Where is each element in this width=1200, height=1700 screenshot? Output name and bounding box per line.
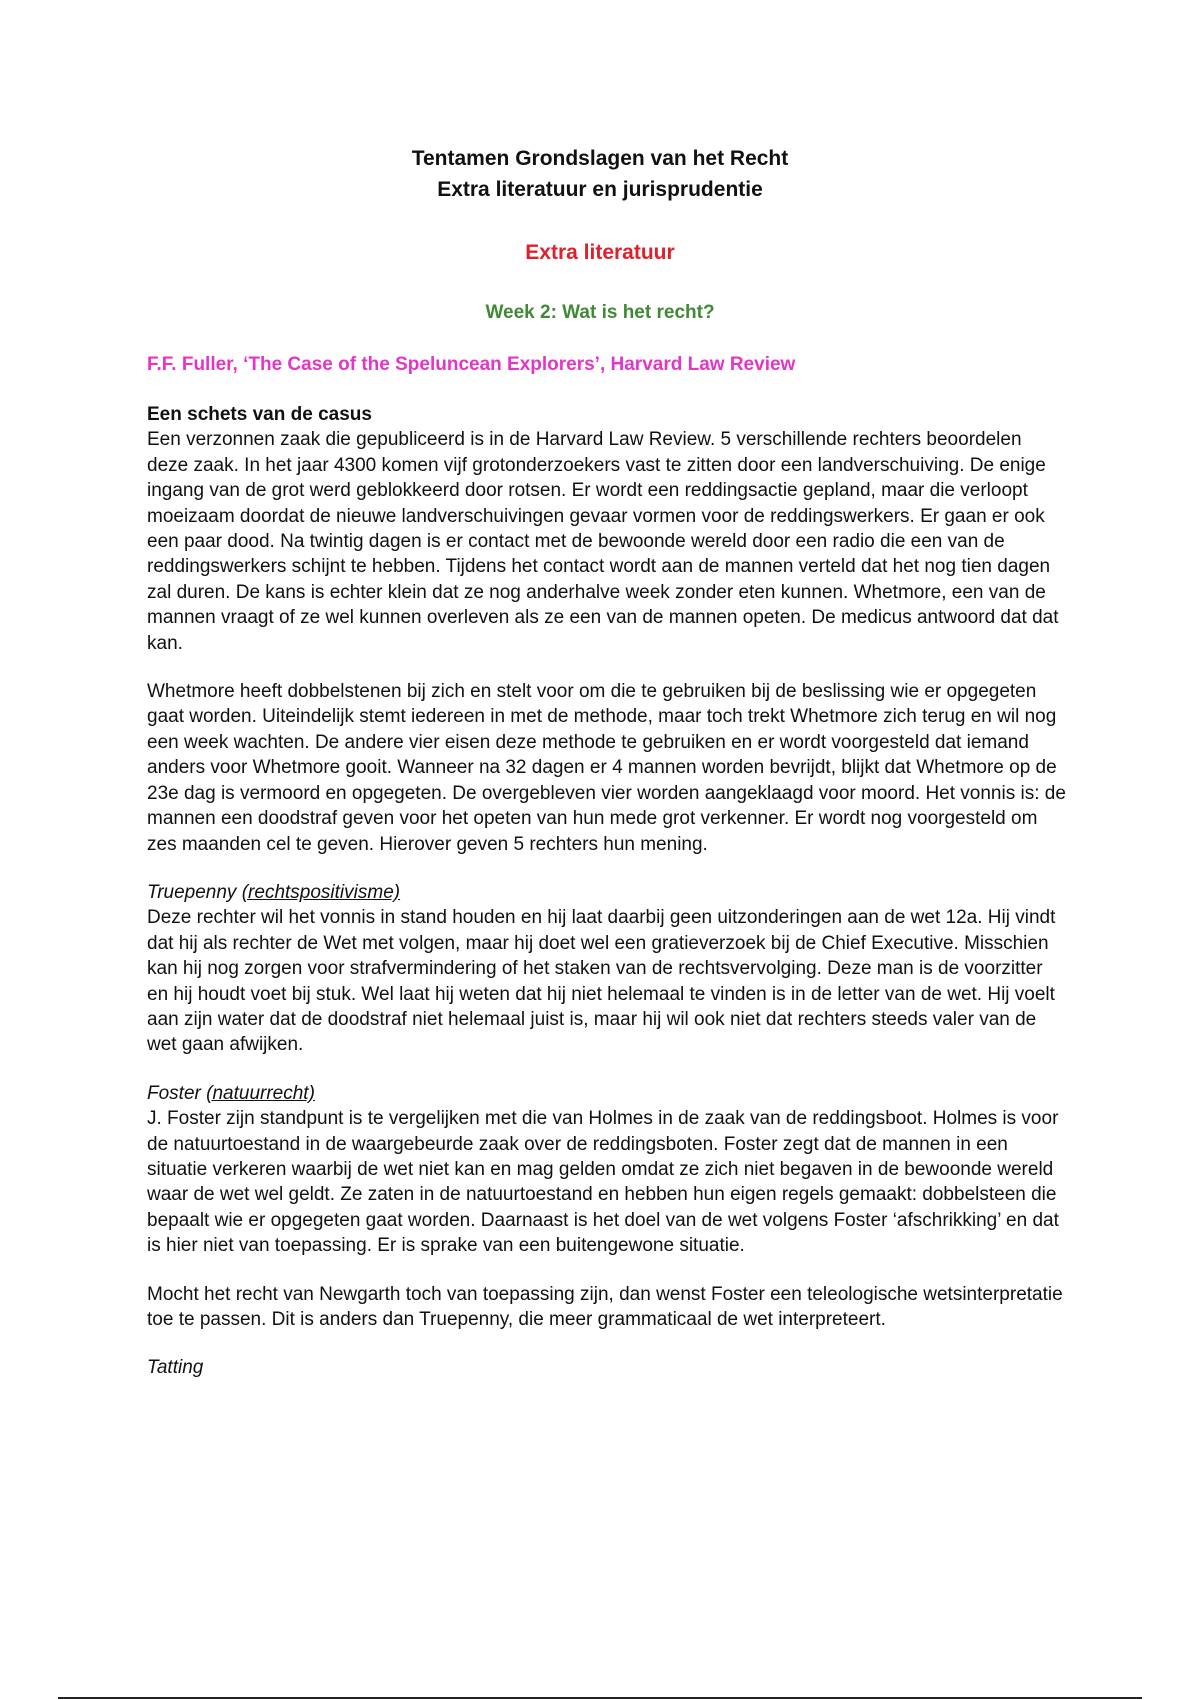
- truepenny-paragraph: Deze rechter wil het vonnis in stand houden en hij laat daarbij geen uitzonderingen aan de wet 12a. Hij vindt dat hij als rechter de Wet met volgen, maar hij doet wel een gratieverzoek bij de Chief Executive. Misschien kan hij nog zorgen voor strafvermindering of het staken van de rechtsvervolging. Deze man is de voorzitter en hij houdt voet bij stuk. Wel laat hij weten dat hij niet helemaal te vinden is in de letter van de wet. Hij voelt aan zijn water dat de doodstraf niet helemaal juist is, maar hij wil ook niet dat rechters steeds valer van de wet gaan afwijken.: [147, 907, 1056, 1056]
- document-subtitle: Extra literatuur en jurisprudentie: [437, 178, 763, 201]
- footer-divider: [58, 1697, 1142, 1699]
- foster-heading: [147, 1081, 1067, 1106]
- document-body: [147, 402, 1067, 1404]
- section-heading: Extra literatuur: [525, 241, 675, 264]
- truepenny-name: Truepenny: [147, 881, 237, 903]
- document-title: Tentamen Grondslagen van het Recht: [411, 147, 789, 170]
- foster-paragraph-1: J. Foster zijn standpunt is te vergelijken met die van Holmes in de zaak van de reddingsboot. Holmes is voor de natuurtoestand in de waargebeurde zaak over de reddingsboten. Foster zegt dat de mannen in een situatie verkeren waarbij de wet niet kan en mag gelden omdat ze zich niet begaven in de bewoonde wereld waar de wet wel geldt. Ze zaten in de natuurtoestand en hebben hun eigen regels gemaakt: dobbelsteen die bepaalt wie er opgegeten gaat worden. Daarnaast is het doel van de wet volgens Foster ‘afschrikking’ en dat is hier niet van toepassing. Er is sprake van een buitengewone situatie.: [147, 1108, 1059, 1257]
- foster-paragraph-2: Mocht het recht van Newgarth toch van toepassing zijn, dan wenst Foster een teleologische wetsinterpretatie toe te passen. Dit is anders dan Truepenny, die meer grammaticaal de wet interpreteert.: [147, 1283, 1063, 1330]
- source-heading: F.F. Fuller, ‘The Case of the Speluncean Explorers’, Harvard Law Review: [147, 354, 796, 375]
- foster-school: (natuurrecht): [206, 1082, 315, 1104]
- truepenny-section: [147, 880, 1067, 1058]
- case-sketch-paragraph-2: Whetmore heeft dobbelstenen bij zich en stelt voor om die te gebruiken bij de beslissing wie er opgegeten gaat worden. Uiteindelijk stemt iedereen in met de methode, maar toch trekt Whetmore zich terug en wil nog een week wachten. De andere vier eisen deze methode te gebruiken en er wordt voorgesteld dat iemand anders voor Whetmore gooit. Wanneer na 32 dagen er 4 mannen worden bevrijdt, blijkt dat Whetmore op de 23e dag is vermoord en opgegeten. De overgebleven vier worden aangeklaagd voor moord. Het vonnis is: de mannen een doodstraf geven voor het opeten van hun mede grot verkenner. Er wordt nog voorgesteld om zes maanden cel te geven. Hierover geven 5 rechters hun mening.: [147, 681, 1066, 855]
- case-sketch-section: [147, 402, 1067, 656]
- truepenny-school: (rechtspositivisme): [241, 881, 401, 903]
- case-sketch-paragraph-1: Een verzonnen zaak die gepubliceerd is in de Harvard Law Review. 5 verschillende rechters beoordelen deze zaak. In het jaar 4300 komen vijf grotonderzoekers vast te zitten door een landverschuiving. De enige ingang van de grot werd geblokkeerd door rotsen. Er wordt een reddingsactie gepland, maar die verloopt moeizaam doordat de nieuwe landverschuivingen gevaar vormen voor de reddingswerkers. Er gaan er ook een paar dood. Na twintig dagen is er contact met de bewoonde wereld door een radio die een van de reddingswerkers schijnt te hebben. Tijdens het contact wordt aan de mannen verteld dat het nog tien dagen zal duren. De kans is echter klein dat ze nog anderhalve week zonder eten kunnen. Whetmore, een van de mannen vraagt of ze wel kunnen overleven als ze een van de mannen opeten. De medicus antwoord dat dat kan.: [147, 429, 1059, 654]
- case-sketch-heading: Een schets van de casus: [147, 404, 372, 425]
- truepenny-heading: [147, 880, 1067, 905]
- tatting-section: [147, 1355, 1067, 1380]
- foster-section: [147, 1081, 1067, 1259]
- document-header: [0, 143, 1200, 205]
- week-heading: Week 2: Wat is het recht?: [485, 302, 715, 323]
- foster-name: Foster: [147, 1082, 201, 1104]
- tatting-name: Tatting: [147, 1357, 204, 1379]
